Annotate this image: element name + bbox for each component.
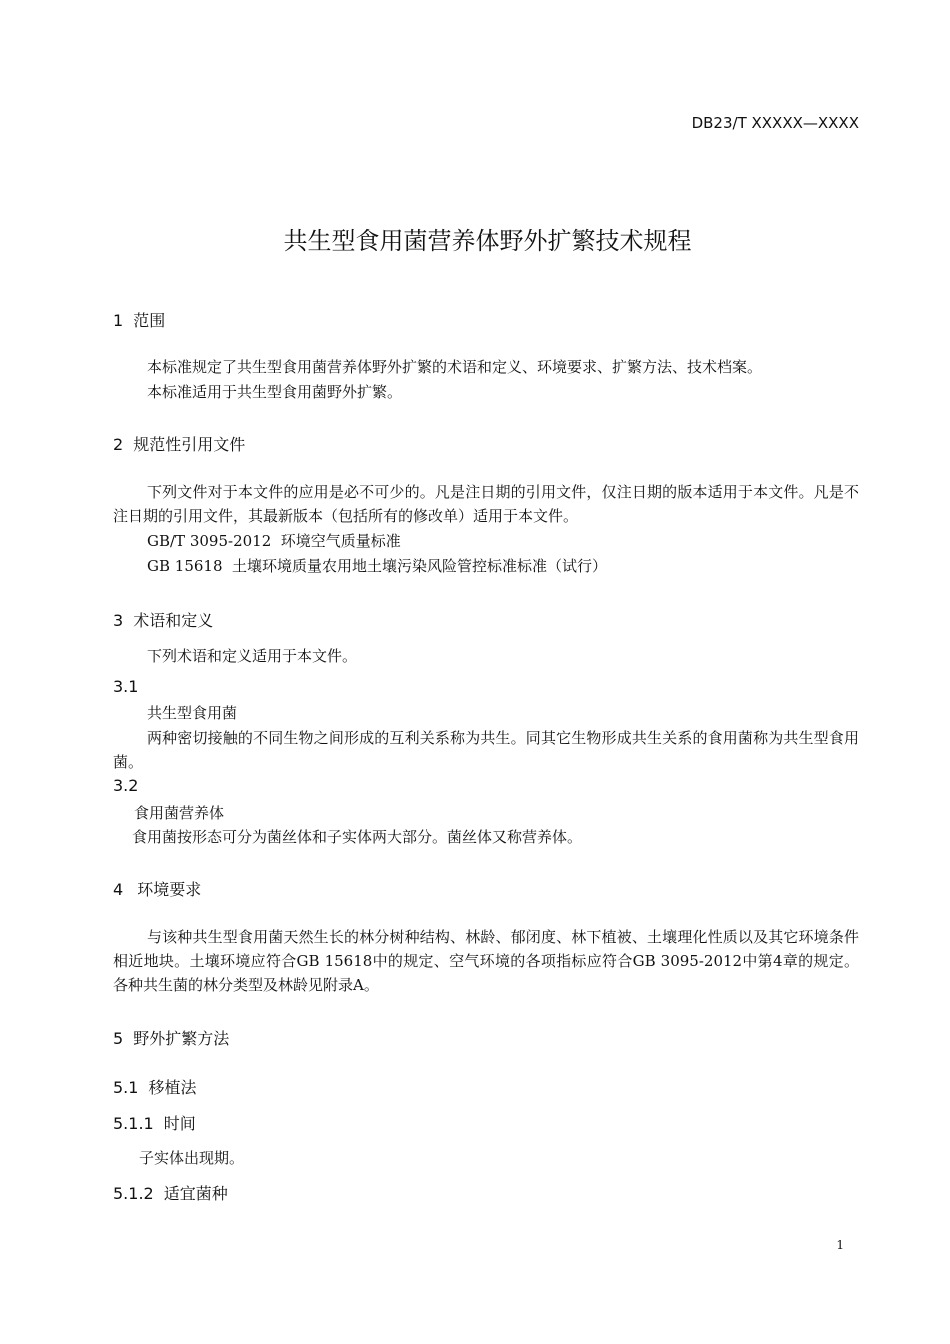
paragraph: 与该种共生型食用菌天然生长的林分树种结构、林龄、郁闭度、林下植被、土壤理化性质以及其它环境条件相近地块。土壤环境应符合GB 15618中的规定、空气环境的各项指标应符合GB 3095-2012中第4章的规定。各种共生菌的林分类型及林龄见附录A。	[113, 928, 859, 994]
reference-code: GB 15618	[147, 557, 223, 575]
paragraph: 下列术语和定义适用于本文件。	[147, 647, 358, 665]
reference-code: GB/T 3095-2012	[147, 532, 272, 550]
section-title: 时间	[163, 1114, 196, 1133]
subsection-heading-time	[113, 1111, 196, 1134]
reference-name: 土壤环境质量农用地土壤污染风险管控标准标准（试行）	[232, 557, 608, 575]
paragraph: 下列文件对于本文件的应用是必不可少的。凡是注日期的引用文件，仅注日期的版本适用于本文件。凡是不注日期的引用文件，其最新版本（包括所有的修改单）适用于本文件。	[113, 483, 859, 525]
section-heading-normative-references	[113, 432, 245, 455]
term-name: 食用菌营养体	[134, 804, 225, 822]
subsection-heading-suitable-strains	[113, 1181, 228, 1204]
section-number: 1	[113, 311, 124, 330]
paragraph: 本标准规定了共生型食用菌营养体野外扩繁的术语和定义、环境要求、扩繁方法、技术档案。	[147, 358, 763, 376]
term-name: 共生型食用菌	[147, 704, 238, 722]
page-title: 共生型食用菌营养体野外扩繁技术规程	[283, 227, 692, 255]
section-number: 5	[113, 1029, 124, 1048]
term-definition: 食用菌按形态可分为菌丝体和子实体两大部分。菌丝体又称营养体。	[132, 828, 583, 846]
document-code: DB23/T XXXXX—XXXX	[691, 114, 859, 132]
page-number: 1	[836, 1238, 844, 1252]
section-title: 环境要求	[137, 880, 202, 899]
section-heading-environment	[113, 877, 201, 900]
section-title: 移植法	[148, 1078, 197, 1097]
section-heading-scope	[113, 308, 165, 331]
paragraph: 本标准适用于共生型食用菌野外扩繁。	[147, 383, 403, 401]
reference-item	[147, 555, 607, 576]
section-title: 术语和定义	[133, 611, 214, 630]
section-number: 3	[113, 611, 124, 630]
section-number: 5.1.2	[113, 1184, 154, 1203]
term-definition: 两种密切接触的不同生物之间形成的互利关系称为共生。同其它生物形成共生关系的食用菌称为共生型食用菌。	[113, 729, 859, 771]
section-number: 4	[113, 880, 124, 899]
section-title: 适宜菌种	[163, 1184, 228, 1203]
reference-item	[147, 530, 401, 551]
section-title: 范围	[133, 311, 166, 330]
term-number: 3.2	[113, 776, 139, 795]
section-title: 野外扩繁方法	[133, 1029, 230, 1048]
section-heading-terms-and-definitions	[113, 608, 213, 631]
section-number: 5.1.1	[113, 1114, 154, 1133]
section-number: 5.1	[113, 1078, 139, 1097]
paragraph: 子实体出现期。	[139, 1149, 245, 1167]
subsection-heading-transplant	[113, 1075, 196, 1098]
section-heading-propagation-methods	[113, 1026, 229, 1049]
term-number: 3.1	[113, 677, 139, 696]
section-title: 规范性引用文件	[133, 435, 246, 454]
reference-name: 环境空气质量标准	[280, 532, 401, 550]
section-number: 2	[113, 435, 124, 454]
